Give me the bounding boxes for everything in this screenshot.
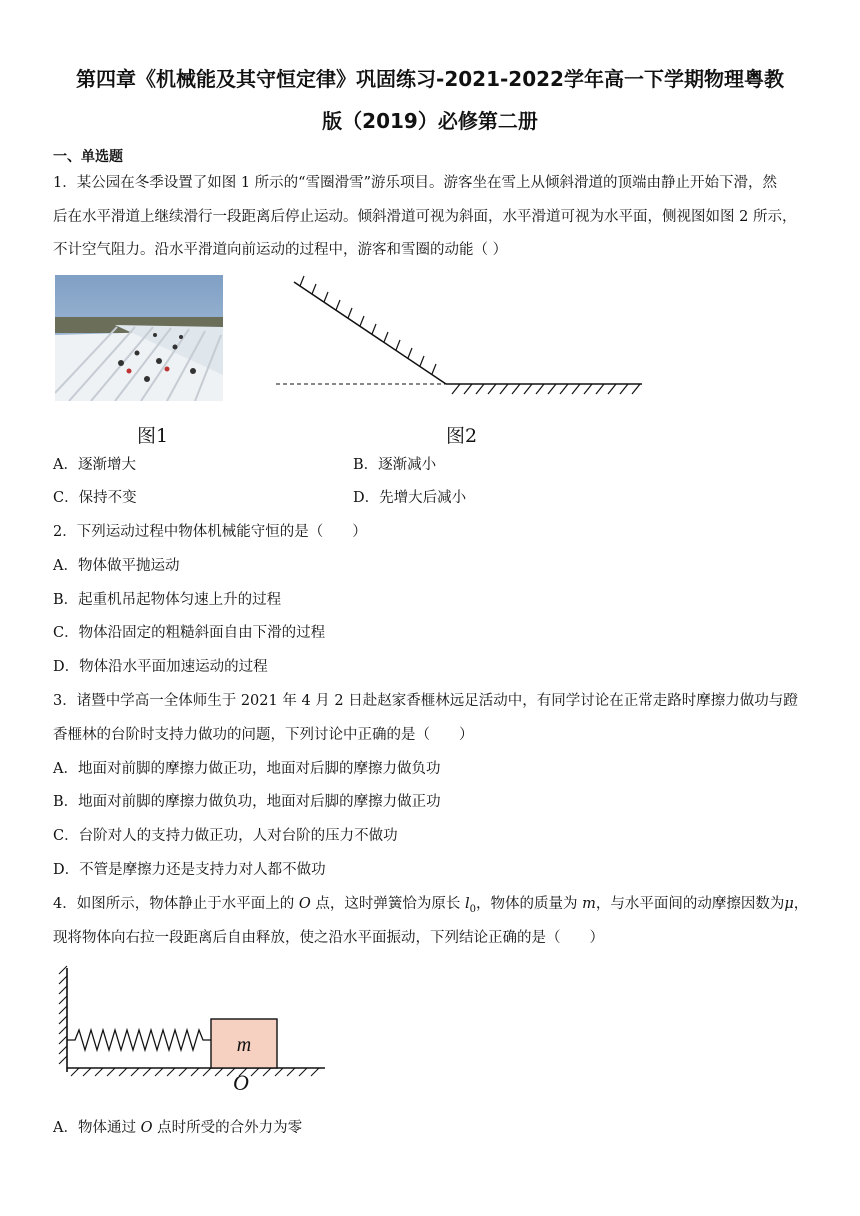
q2-option-c: C．物体沿固定的粗糙斜面自由下滑的过程: [53, 625, 326, 641]
q4-text-e: ，: [793, 896, 809, 912]
q4-stem-line2: 现将物体向右拉一段距离后自由释放，使之沿水平面振动，下列结论正确的是（ ）: [53, 930, 604, 946]
document-title-line2: 版（2019）必修第二册: [322, 109, 538, 133]
q1-option-d: D．先增大后减小: [353, 490, 467, 506]
q1-option-b: B．逐渐减小: [353, 457, 437, 473]
q4-opt-a-var-o: O: [140, 1120, 153, 1136]
q1-stem-line1: 1．某公园在冬季设置了如图 1 所示的“雪圈滑雪”游乐项目。游客坐在雪上从倾斜滑道的顶端由静止开始下滑，然: [53, 175, 777, 191]
q3-option-a: A．地面对前脚的摩擦力做正功，地面对后脚的摩擦力做负功: [53, 761, 441, 777]
q2-option-a: A．物体做平抛运动: [53, 558, 180, 574]
q4-opt-a-text-b: 点时所受的合外力为零: [152, 1120, 303, 1136]
q4-option-a: [53, 1118, 302, 1138]
q1-option-a: A．逐渐增大: [53, 457, 136, 473]
q3-option-b: B．地面对前脚的摩擦力做负功，地面对后脚的摩擦力做正功: [53, 794, 441, 810]
q1-stem-line2: 后在水平滑道上继续滑行一段距离后停止运动。倾斜滑道可视为斜面，水平滑道可视为水平面，侧视图如图 2 所示，: [53, 209, 797, 225]
q4-var-o: O: [298, 896, 311, 912]
q4-var-l-sub: 0: [469, 903, 476, 915]
q2-option-b: B．起重机吊起物体匀速上升的过程: [53, 592, 282, 608]
q4-text-b: 点，这时弹簧恰为原长: [310, 896, 465, 912]
block-mass-label: m: [236, 1034, 252, 1056]
q4-var-l: l: [464, 896, 470, 912]
q4-var-m: m: [582, 896, 596, 912]
q4-opt-a-text-a: A．物体通过: [53, 1120, 141, 1136]
figure-2-caption: 图2: [446, 425, 478, 447]
q1-option-c: C．保持不变: [53, 490, 137, 506]
q4-text-d: ，与水平面间的动摩擦因数为: [595, 896, 785, 912]
q4-text-c: ，物体的质量为: [475, 896, 583, 912]
q4-text-a: 4．如图所示，物体静止于水平面上的: [53, 896, 299, 912]
q3-stem-line2: 香榧林的台阶时支持力做功的问题，下列讨论中正确的是（ ）: [53, 727, 474, 743]
spring-block-diagram: [55, 964, 335, 1094]
q1-stem-line3: 不计空气阻力。沿水平滑道向前运动的过程中，游客和雪圈的动能（ ）: [53, 242, 508, 258]
q4-stem-line1: [53, 894, 808, 920]
section-heading: 一、单选题: [53, 149, 123, 165]
figure-1-caption: 图1: [137, 425, 169, 447]
point-o-label: O: [233, 1070, 249, 1094]
q2-option-d: D．物体沿水平面加速运动的过程: [53, 659, 268, 675]
q3-stem-line1: 3．诸暨中学高一全体师生于 2021 年 4 月 2 日赴赵家香榧林远足活动中，有同学讨论在正常走路时摩擦力做功与蹬: [53, 693, 798, 709]
figure-1-photo: [55, 275, 223, 401]
figure-2-incline-diagram: [270, 272, 650, 402]
q2-stem: 2．下列运动过程中物体机械能守恒的是（ ）: [53, 524, 367, 540]
document-title-line1: 第四章《机械能及其守恒定律》巩固练习-2021-2022学年高一下学期物理粤教: [76, 67, 784, 91]
q4-var-mu: μ: [784, 896, 794, 912]
q3-option-d: D．不管是摩擦力还是支持力对人都不做功: [53, 862, 326, 878]
q3-option-c: C．台阶对人的支持力做正功，人对台阶的压力不做功: [53, 828, 398, 844]
